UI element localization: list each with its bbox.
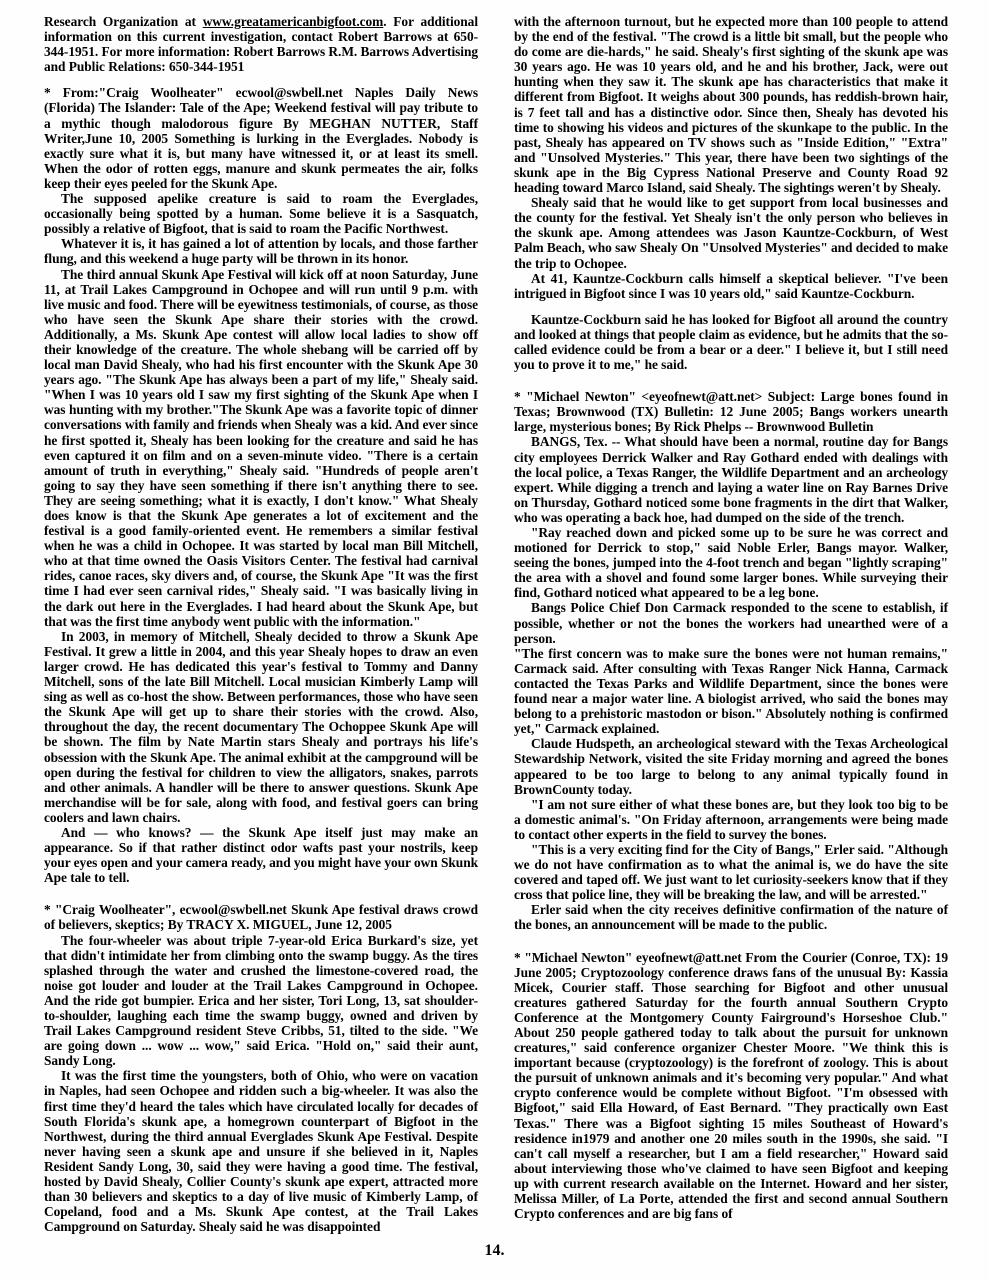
paragraph-afternoon-turnout: with the afternoon turnout, but he expected more than 100 people to attend by the end of the festival. "The crowd is a little bit small, but the people who do come are die-hards," he said. Shealy's first sighting of the skunk ape was 30 years ago. He was 10 years old, and he and his brother, Jack, were out hunting when they saw it. The skunk ape has characteristics that make it different from Bigfoot. It weighs about 300 pounds, has reddish-brown hair, is 7 feet tall and has a distinctive odor. Since then, Shealy has devoted his time to showing his videos and pictures of the skunkape to the public. In the past, Shealy has appeared on TV shows such as "Inside Edition," "Extra" and "Unsolved Mysteries." This year, there have been two sightings of the skunk ape in the Big Cypress National Preserve and County Road 92 heading toward Marco Island, said Shealy. The sightings weren't by Shealy. bbox=[514, 14, 948, 196]
two-column-layout bbox=[44, 14, 949, 1234]
paragraph-exciting-find: "This is a very exciting find for the City of Bangs," Erler said. "Although we do not have confirmation as to what the animal is, we do have the site covered and taped off. We just want to let curiosity-seekers know that if they cross that police line, they will be breaking the law, and will be arrested." bbox=[514, 841, 948, 903]
paragraph-kauntze-cockburn: Kauntze-Cockburn said he has looked for Bigfoot all around the country and looked at things that people claim as evidence, but he admits that the so-called evidence could be from a bear or a deer." I believe it, but I still need you to prove it to me," he said. bbox=[514, 311, 948, 373]
paragraph-source-conroe-courier: * "Michael Newton" eyeofnewt@att.net From the Courier (Conroe, TX): 19 June 2005; Cryptozoology conference draws fans of the unusual By: Kassia Micek, Courier staff. Those searching for Bigfoot and other unusual creatures gathered Saturday for the fourth annual Southern Crypto Conference at the Montgomery County Fairground's Horseshoe Club." About 250 people gathered today to talk about the pursuit for unknown creatures," said conference organizer Chester Moore. "We think this is important because (cryptozoology) is the forefront of zoology. This is about the pursuit of unknown animals and it's becoming very popular." And what crypto conference would be complete without Bigfoot. "I'm obsessed with Bigfoot," said Ella Howard, of East Bernard. "They practically own East Texas." There was a Bigfoot sighting 15 miles Southeast of Howard's residence in1979 and another one 20 miles south in the 1990s, she said. "I can't call myself a researcher, but I am a field researcher," Howard said about interviewing those who've claimed to have seen Bigfoot and keeping up with current research available on the Internet. Howard and her sister, Melissa Miller, of La Porte, attended the first and second annual Southern Crypto conferences and are big fans of bbox=[514, 949, 948, 1222]
left-column bbox=[44, 14, 478, 1234]
paragraph-festival-details: The third annual Skunk Ape Festival will kick off at noon Saturday, June 11, at Trail Lakes Campground in Ochopee and will run until 9 p.m. with live music and food. There will be eyewitness testimonials, of course, as those who have seen the Skunk Ape share their stories with the crowd. Additionally, a Ms. Skunk Ape contest will allow local ladies to show off their knowledge of the creature. The whole shebang will be carried off by local man David Shealy, who had his first encounter with the Skunk Ape 30 years ago. "The Skunk Ape has always been a part of my life," Shealy said. "When I was 10 years old I saw my first sighting of the Skunk Ape when I was hunting with my brother."The Skunk Ape was a favorite topic of dinner conversations with family and friends when Shealy was a kid. And ever since he first spotted it, Shealy has been looking for the creature and said he has even captured it on film and on a seven-minute video. "There is a certain amount of truth in everything," Shealy said. "Hundreds of people aren't going to say they have seen something if there isn't anything there to see. They are seeing something; what it is exactly, I don't know." What Shealy does know is that the Skunk Ape generates a lot of excitement and the festival is a good family-oriented event. He remembers a similar festival when he was a child in Ochopee. It was started by local man Bill Mitchell, who at that time owned the Oasis Visitors Center. The festival had carnival rides, canoe races, sky divers and, of course, the Skunk Ape "It was the first time I had ever seen carnival rides," Shealy said. "I was basically living in the dark out here in the Everglades. I had heard about the Skunk Ape, but that was the first time anybody went public with the information." bbox=[44, 266, 478, 629]
paragraph-four-wheeler: The four-wheeler was about triple 7-year-old Erica Burkard's size, yet that didn't intimidate her from climbing onto the swamp buggy. As the tires splashed through the water and crushed the limestone-covered road, the noise got louder and louder at the Trail Lakes Campground in Ochopee. And the ride got bumpier. Erica and her sister, Tori Long, 13, sat shoulder-to-shoulder, laughing each time the swamp buggy, owned and driven by Trail Lakes Campground resident Steve Cribbs, 51, tilted to the side. "We are going down ... wow ... wow," said Erica. "Hold on," said their aunt, Sandy Long. bbox=[44, 932, 478, 1069]
paragraph-not-sure: "I am not sure either of what these bones are, but they look too big to be a domestic animal's. "On Friday afternoon, arrangements were being made to contact other experts in the field to survey the bones. bbox=[514, 796, 948, 842]
contact-text-before: Research Organization at bbox=[44, 14, 203, 29]
paragraph-local-support: Shealy said that he would like to get support from local businesses and the county for the festival. Yet Shealy isn't the only person who believes in the skunk ape. Among attendees was Jason Kauntze-Cockburn, of West Palm Beach, who saw Shealy On "Unsolved Mysteries" and decided to make the trip to Ochopee. bbox=[514, 195, 948, 271]
paragraph-claude-hudspeth: Claude Hudspeth, an archeological steward with the Texas Archeological Stewardship Network, visited the site Friday morning and agreed the bones appeared to be too large to belong to any animal typically found in BrownCounty today. bbox=[514, 736, 948, 797]
page-number: 14. bbox=[484, 1242, 505, 1259]
paragraph-ray-reached-down: "Ray reached down and picked some up to be sure he was correct and motioned for Derrick to stop," said Noble Erler, Bangs mayor. Walker, seeing the bones, jumped into the 4-foot trench and began "lightly scraping" the area with a shovel and found some larger bones. While surveying their find, Gothard noticed what appeared to be a leg bone. bbox=[514, 525, 948, 601]
paragraph-2003-festival: In 2003, in memory of Mitchell, Shealy decided to throw a Skunk Ape Festival. It grew a little in 2004, and this year Shealy hopes to draw an even larger crowd. He has dedicated this year's festival to Tommy and Danny Mitchell, sons of the late Bill Mitchell. Local musician Kimberly Lamp will sing as well as co-host the show. Between performances, those who have seen the Skunk Ape will get up to share their stories with the crowd. Also, throughout the day, the recent documentary The Ochoppee Skunk Ape will be shown. The film by Nate Martin stars Shealy and portrays his life's obsession with the Skunk Ape. The animal exhibit at the campground will be open during the festival for children to view the alligators, snakes, parrots and other animals. A handler will be there to answer questions. Skunk Ape merchandise will be for sale, along with food, and festival goers can bring coolers and lawn chairs. bbox=[44, 628, 478, 825]
paragraph-police-chief: Bangs Police Chief Don Carmack responded to the scene to establish, if possible, whether or not the bones the workers had unearthed were of a person. bbox=[514, 600, 948, 646]
paragraph-at-41: At 41, Kauntze-Cockburn calls himself a skeptical believer. "I've been intrigued in Bigfoot since I was 10 years old," said Kauntze-Cockburn. bbox=[514, 270, 948, 301]
paragraph-erler-announcement: Erler said when the city receives definitive confirmation of the nature of the bones, an announcement will be made to the public. bbox=[514, 902, 948, 933]
paragraph-first-concern: "The first concern was to make sure the bones were not human remains," Carmack said. After consulting with Texas Ranger Nick Hanna, Carmack contacted the Texas Parks and Wildlife Department, since the bones were found near a major water line. A biologist arrived, who said the bones may belong to a prehistoric mastodon or bison." Absolutely nothing is confirmed yet," Carmack explained. bbox=[514, 645, 948, 737]
paragraph-who-knows: And — who knows? — the Skunk Ape itself just may make an appearance. So if that rather distinct odor wafts past your nostrils, keep your eyes open and your camera ready, and you might have your own Skunk Ape tale to tell. bbox=[44, 824, 478, 886]
paragraph-apelike-creature: The supposed apelike creature is said to roam the Everglades, occasionally being spotted by a human. Some believe it is a Sasquatch, possibly a relative of Bigfoot, that is said to roam the Pacific Northwest. bbox=[44, 191, 478, 237]
bigfoot-website-link[interactable]: www.greatamericanbigfoot.com bbox=[202, 14, 384, 29]
paragraph-first-time-youngsters: It was the first time the youngsters, both of Ohio, who were on vacation in Naples, had seen Ochopee and ridden such a big-wheeler. It was also the first time they'd heard the tales which have circulated locally for decades of South Florida's skunk ape, a homegrown counterpart of Bigfoot in the Northwest, during the third annual Everglades Skunk Ape Festival. Despite never having seen a skunk ape and unsure if she believed in it, Naples Resident Sandy Long, 30, said they were having a good time. The festival, hosted by David Shealy, Collier County's skunk ape expert, attracted more than 30 believers and skeptics to a day of live music of Kimberly Lamp, of Copeland, food and a Ms. Skunk Ape contest, at the Trail Lakes Campground on Saturday. Shealy said he was disappointed bbox=[44, 1068, 478, 1235]
paragraph-contact bbox=[44, 14, 478, 74]
paragraph-source-brownwood-bulletin: * "Michael Newton" <eyeofnewt@att.net> Subject: Large bones found in Texas; Brownwood (TX) Bulletin: 12 June 2005; Bangs workers unearth large, mysterious bones; By Rick Phelps -- Brownwood Bulletin bbox=[514, 389, 948, 435]
paragraph-source-skunk-ape-festival-draws: * "Craig Woolheater", ecwool@swbell.net Skunk Ape festival draws crowd of believers, skeptics; By TRACY X. MIGUEL, June 12, 2005 bbox=[44, 902, 478, 933]
paragraph-bangs-texas: BANGS, Tex. -- What should have been a normal, routine day for Bangs city employees Derrick Walker and Ray Gothard ended with dealings with the local police, a Texas Ranger, the Wildlife Department and an archeology expert. While digging a trench and laying a water line on Ray Barnes Drive on Thursday, Gothard noticed some bone fragments in the dirt that Walker, who was operating a back hoe, had dumped on the side of the trench. bbox=[514, 434, 948, 525]
paragraph-attention: Whatever it is, it has gained a lot of attention by locals, and those farther flung, and this weekend a huge party will be thrown in its honor. bbox=[44, 236, 478, 267]
right-column bbox=[514, 14, 948, 1234]
paragraph-source-naples-daily-news: * From:"Craig Woolheater" ecwool@swbell.net Naples Daily News (Florida) The Islander: Tale of the Ape; Weekend festival will pay tribute to a mythic though malodorous figure By MEGHAN NUTTER, Staff Writer,June 10, 2005 Something is lurking in the Everglades. Nobody is exactly sure what it is, but many have witnessed it, or at least its smell. When the odor of rotten eggs, manure and skunk permeates the air, folks keep their eyes peeled for the Skunk Ape. bbox=[44, 85, 478, 191]
contact-text-after: . For additional information on this current investigation, contact Robert Barrows at 650-344-1951. For more information: Robert Barrows R.M. Barrows Advertising and Public Relations: 650-344-1951 bbox=[44, 14, 478, 75]
